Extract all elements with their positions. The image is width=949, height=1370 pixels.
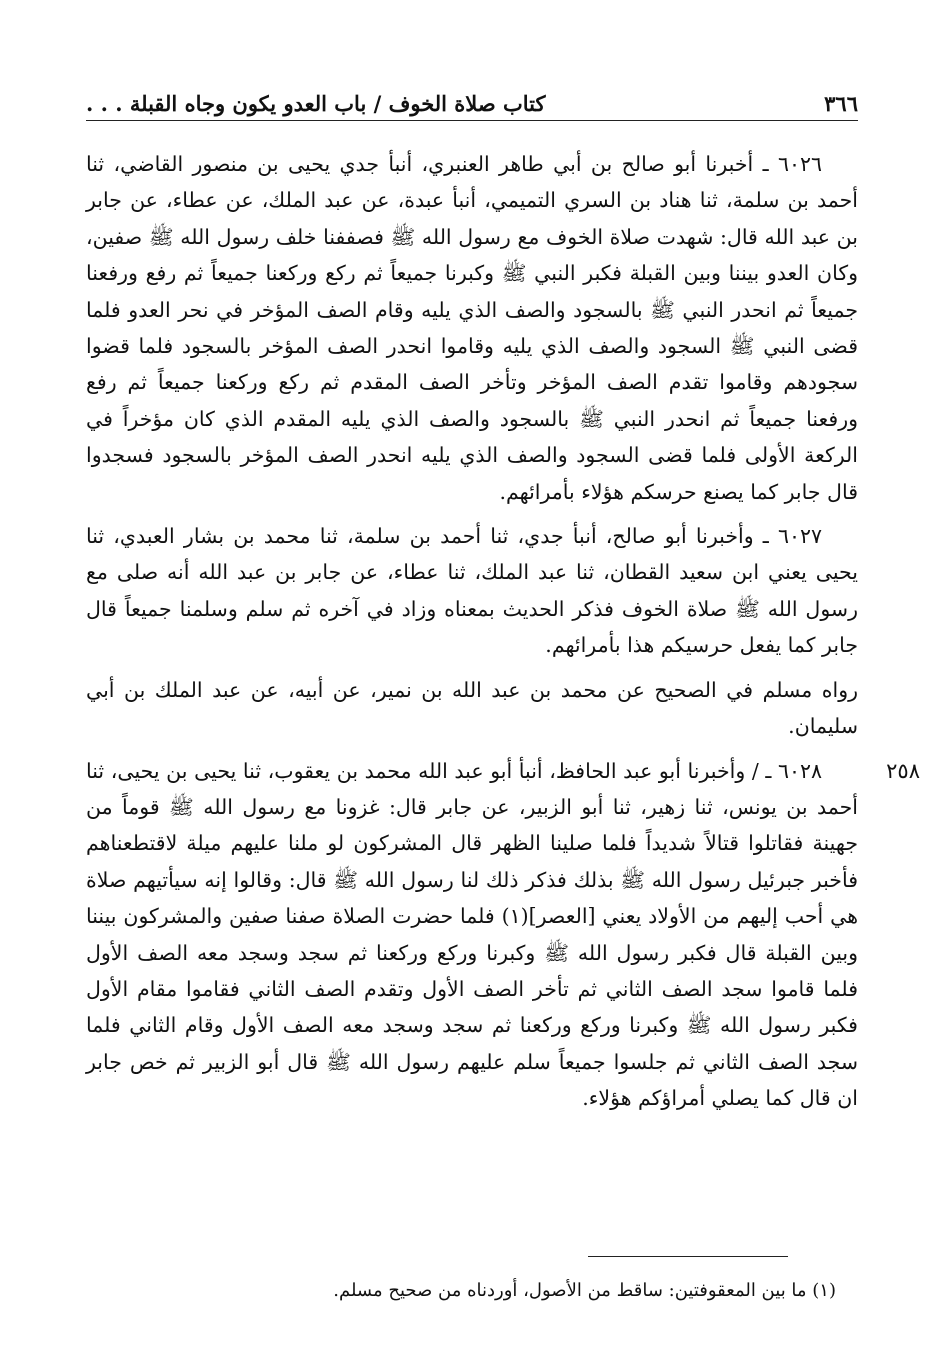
main-text xyxy=(86,146,920,1125)
hadith-6027: ٦٠٢٧ ـ وأخبرنا أبو صالح، أنبأ جدي، ثنا أحمد بن سلمة، ثنا محمد بن بشار العبدي، ثنا يحيى يعني ابن سعيد القطان، ثنا عبد الملك، ثنا عطاء، عن جابر بن عبد الله أنه صلى مع رسول الله ﷺ صلاة الخوف فذكر الحديث بمعناه وزاد في آخره ثم سلم وسلمنا جميعاً قال جابر كما يفعل حرسيكم هذا بأمرائهم. xyxy=(86,524,858,658)
running-header xyxy=(86,86,858,121)
hadith-6026: ٦٠٢٦ ـ أخبرنا أبو صالح بن أبي طاهر العنبري، أنبأ جدي يحيى بن منصور القاضي، ثنا أحمد بن سلمة، ثنا هناد بن السري التميمي، أنبأ عبدة، عن عبد الملك، عن عطاء، عن جابر بن عبد الله قال: شهدت صلاة الخوف مع رسول الله ﷺ فصففنا خلف رسول الله ﷺ صفين، وكان العدو بيننا وبين القبلة فكبر النبي ﷺ وكبرنا جميعاً ثم ركع وركعنا جميعاً ثم رفع ورفعنا جميعاً ثم انحدر النبي ﷺ بالسجود والصف الذي يليه وقام الصف المؤخر في نحر العدو فلما قضى النبي ﷺ السجود والصف الذي يليه وقاموا انحدر الصف المؤخر بالسجود فلما قضوا سجودهم وقاموا تقدم الصف المؤخر وتأخر الصف المقدم ثم ركع وركعنا جميعاً ثم رفع ورفعنا جميعاً ثم انحدر النبي ﷺ بالسجود والصف الذي يليه المقدم الذي كان مؤخراً في الركعة الأولى فلما قضى السجود والصف الذي يليه انحدر الصف المؤخر بالسجود فسجدوا قال جابر كما يصنع حرسكم هؤلاء بأمرائهم. xyxy=(86,152,858,504)
header-title: كتاب صلاة الخوف / باب العدو يكون وجاه القبلة . . . xyxy=(86,90,546,116)
footnote-divider xyxy=(588,1256,788,1257)
hadith-6028 xyxy=(86,753,920,1117)
footnote: (١) ما بين المعقوفتين: ساقط من الأصول، أوردناه من صحيح مسلم. xyxy=(333,1280,836,1301)
page-number: ٣٦٦ xyxy=(824,90,858,116)
hadith-6028-text: ٦٠٢٨ ـ / وأخبرنا أبو عبد الحافظ، أنبأ أبو عبد الله محمد بن يعقوب، ثنا يحيى بن يحيى، ثنا أحمد بن يونس، ثنا زهير، ثنا أبو الزبير، عن جابر قال: غزونا مع رسول الله ﷺ قوماً من جهينة فقاتلوا قتالاً شديداً فلما صلينا الظهر قال المشركون لو ملنا عليهم ميلة لاقتطعناهم فأخبر جبرئيل رسول الله ﷺ بذلك فذكر ذلك لنا رسول الله ﷺ قال: وقالوا إنه سيأتيهم صلاة هي أحب إليهم من الأولاد يعني [العصر](١) فلما حضرت الصلاة صفنا صفين والمشركون بيننا وبين القبلة قال فكبر رسول الله ﷺ وكبرنا وركع وركعنا ثم سجد وسجد معه الصف الأول فلما قاموا سجد الصف الثاني ثم تأخر الصف الأول وتقدم الصف الثاني فقاموا مقام الأول فكبر رسول الله ﷺ وكبرنا وركع وركعنا ثم سجد وسجد معه الصف الأول وقام الثاني فلما سجد الصف الثاني ثم جلسوا جميعاً سلم عليهم رسول الله ﷺ قال أبو الزبير ثم خص جابر ان قال كما يصلي أمراؤكم هؤلاء. xyxy=(86,758,859,1111)
margin-page-number: ٢٥٨ xyxy=(886,758,920,783)
narration-note: رواه مسلم في الصحيح عن محمد بن عبد الله بن نمير، عن أبيه، عن عبد الملك بن أبي سليمان. xyxy=(86,677,858,739)
